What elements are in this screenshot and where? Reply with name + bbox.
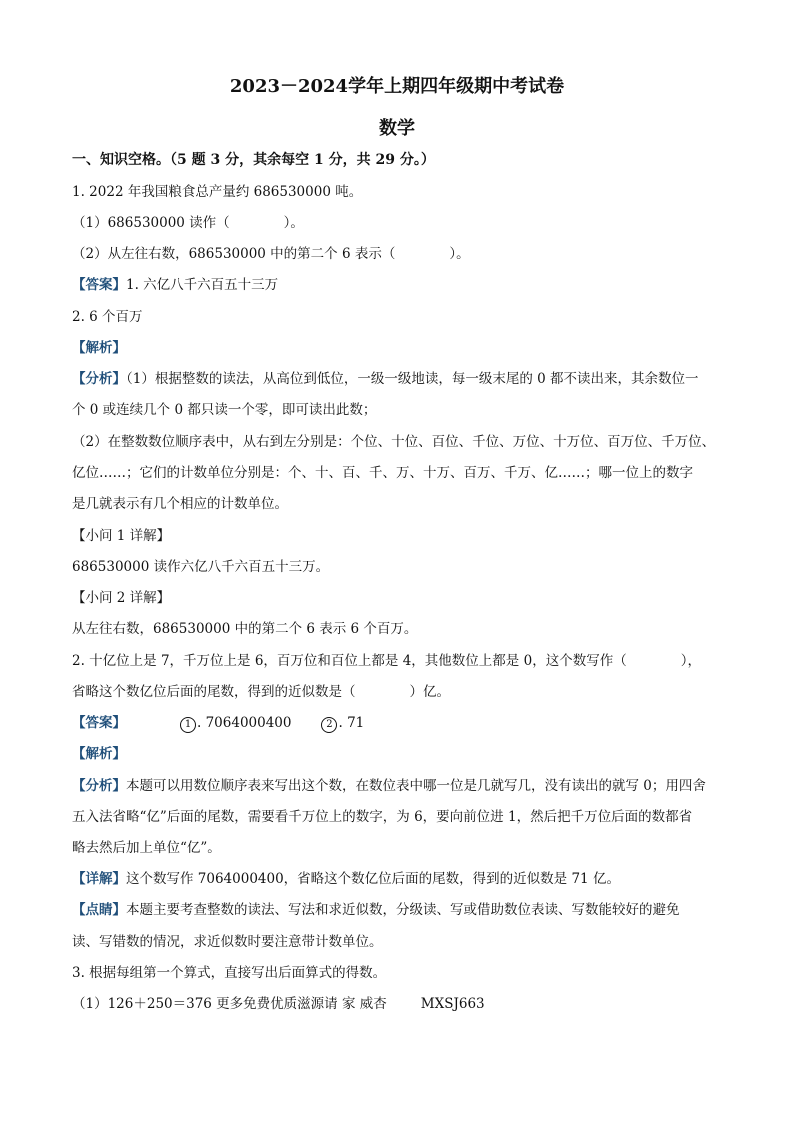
analysis-tag: 【解析】 — [72, 746, 126, 762]
q1-detail-1: 686530000 读作六亿八千六百五十三万。 — [72, 559, 330, 575]
q1-detail-1-tag: 【小问 1 详解】 — [72, 528, 171, 544]
q2-comment — [72, 900, 722, 920]
answer-tag: 【答案】 — [72, 715, 126, 731]
exam-title: 2023－2024学年上期四年级期中考试卷 — [229, 76, 565, 97]
q3-sub1-text: （1）126＋250＝376 更多免费优质滋源请 家 威杏 — [72, 996, 387, 1012]
subject-title: 数学 — [379, 118, 415, 139]
q1-answer — [72, 275, 722, 295]
q1-detail-2: 从左往右数，686530000 中的第二个 6 表示 6 个百万。 — [72, 621, 418, 637]
q2-answer-2: . 71 — [338, 715, 365, 731]
analysis-tag: 【解析】 — [72, 340, 126, 356]
q1-sub2: （2）从左往右数，686530000 中的第二个 6 表示（ ）。 — [72, 246, 470, 262]
answer-mark-1: 1 — [180, 717, 196, 733]
q2-analysis-line — [72, 776, 722, 796]
q1-fenxi-5: 是几就表示有几个相应的计数单位。 — [72, 496, 288, 512]
q3-stem: 3. 根据每组第一个算式，直接写出后面算式的得数。 — [72, 965, 387, 981]
q1-fenxi-4: 亿位……；它们的计数单位分别是：个、十、百、千、万、十万、百万、千万、亿……；哪一位上的数字 — [72, 465, 693, 481]
q2-stem-1: 2. 十亿位上是 7，千万位上是 6，百万位和百位上都是 4，其他数位上都是 0，这个数写作（ ）， — [72, 653, 701, 669]
answer-tag: 【答案】 — [72, 277, 126, 293]
q2-comment-1: 本题主要考查整数的读法、写法和求近似数，分级读、写或借助数位表读、写数能较好的避免 — [126, 902, 680, 918]
q3-sub1 — [72, 994, 722, 1014]
q1-sub1: （1）686530000 读作（ ）。 — [72, 215, 304, 231]
q2-comment-2: 读、写错数的情况，求近似数时要注意带计数单位。 — [72, 934, 383, 950]
q2-answer-1: . 7064000400 — [197, 715, 292, 731]
q1-fenxi-3: （2）在整数数位顺序表中，从右到左分别是：个位、十位、百位、千位、万位、十万位、百万位、千万位、 — [72, 434, 716, 450]
q2-detail-text: 这个数写作 7064000400，省略这个数亿位后面的尾数，得到的近似数是 71 亿。 — [126, 871, 620, 887]
detail-tag: 【详解】 — [72, 871, 126, 887]
q2-fenxi-1: 本题可以用数位顺序表来写出这个数，在数位表中哪一位是几就写几，没有读出的就写 0；用四舍 — [126, 778, 706, 794]
q2-detail — [72, 869, 722, 889]
q2-fenxi-2: 五入法省略“亿”后面的尾数，需要看千万位上的数字，为 6，要向前位进 1，然后把千万位后面的数都省 — [72, 809, 693, 825]
fenxi-tag: 【分析】 — [72, 371, 126, 387]
q2-answer — [72, 713, 722, 733]
q1-fenxi-2: 个 0 或连续几个 0 都只读一个零，即可读出此数； — [72, 402, 377, 418]
q1-answer-1: 1. 六亿八千六百五十三万 — [126, 277, 279, 293]
fenxi-tag: 【分析】 — [72, 778, 126, 794]
q1-detail-2-tag: 【小问 2 详解】 — [72, 590, 171, 606]
comment-tag: 【点睛】 — [72, 902, 126, 918]
watermark-code: MXSJ663 — [420, 996, 485, 1012]
q1-fenxi-1: （1）根据整数的读法，从高位到低位，一级一级地读，每一级末尾的 0 都不读出来，其余数位一 — [126, 371, 699, 387]
q1-answer-2: 2. 6 个百万 — [72, 309, 143, 325]
q2-stem-2: 省略这个数亿位后面的尾数，得到的近似数是（ ）亿。 — [72, 684, 450, 700]
q1-stem: 1. 2022 年我国粮食总产量约 686530000 吨。 — [72, 184, 363, 200]
q1-analysis-line — [72, 369, 722, 389]
q2-fenxi-3: 略去然后加上单位“亿”。 — [72, 840, 221, 856]
section-heading: 一、知识空格。（5 题 3 分，其余每空 1 分，共 29 分。） — [72, 152, 435, 168]
answer-mark-2: 2 — [321, 717, 337, 733]
